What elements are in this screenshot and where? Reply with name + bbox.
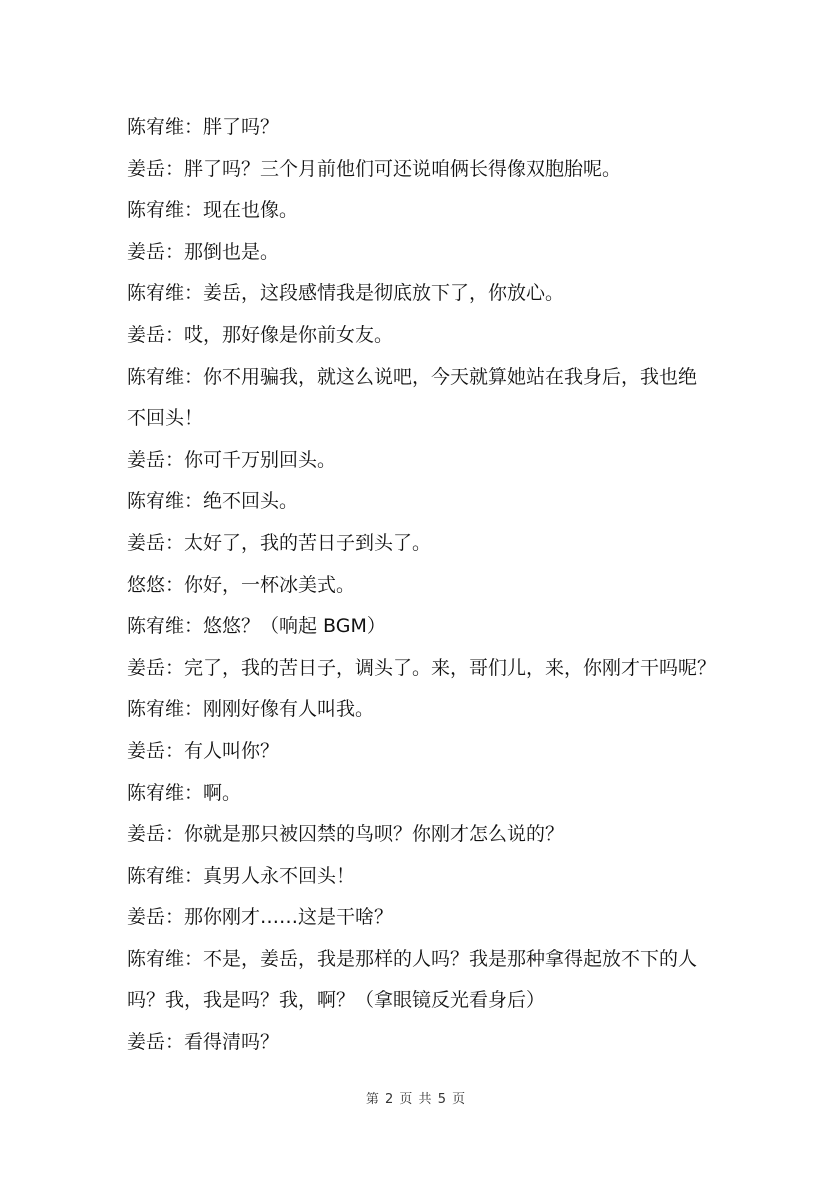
dialogue-line: 悠悠：你好，一杯冰美式。 xyxy=(127,573,356,596)
document-body xyxy=(127,107,719,1064)
dialogue-line: 陈宥维：现在也像。 xyxy=(127,199,299,222)
dialogue-line: 姜岳：太好了，我的苦日子到头了。 xyxy=(127,531,432,554)
dialogue-line: 姜岳：那你刚才……这是干啥？ xyxy=(127,906,394,929)
dialogue-line: 陈宥维：悠悠？（响起 BGM） xyxy=(127,615,386,638)
dialogue-line: 陈宥维：啊。 xyxy=(127,781,242,804)
dialogue-line: 姜岳：你可千万别回头。 xyxy=(127,448,337,471)
dialogue-line: 陈宥维：你不用骗我，就这么说吧，今天就算她站在我身后，我也绝 xyxy=(127,365,698,388)
dialogue-line: 姜岳：看得清吗？ xyxy=(127,1031,280,1054)
dialogue-line: 姜岳：完了，我的苦日子，调头了。来，哥们儿，来，你刚才干吗呢？ xyxy=(127,656,717,679)
dialogue-line: 不回头！ xyxy=(127,407,204,430)
dialogue-line: 陈宥维：真男人永不回头！ xyxy=(127,864,356,887)
dialogue-line: 陈宥维：不是，姜岳，我是那样的人吗？我是那种拿得起放不下的人 xyxy=(127,947,698,970)
dialogue-line: 姜岳：你就是那只被囚禁的鸟呗？你刚才怎么说的？ xyxy=(127,823,565,846)
dialogue-line: 陈宥维：绝不回头。 xyxy=(127,490,299,513)
dialogue-line: 陈宥维：胖了吗？ xyxy=(127,116,280,138)
dialogue-line: 姜岳：胖了吗？三个月前他们可还说咱俩长得像双胞胎呢。 xyxy=(127,157,622,180)
dialogue-line: 姜岳：哎，那好像是你前女友。 xyxy=(127,323,394,346)
page-number-footer: 第 2 页 共 5 页 xyxy=(365,1092,467,1107)
dialogue-line: 姜岳：有人叫你？ xyxy=(127,739,280,762)
dialogue-line: 姜岳：那倒也是。 xyxy=(127,240,280,263)
dialogue-line: 吗？我，我是吗？我，啊？（拿眼镜反光看身后） xyxy=(127,989,546,1012)
dialogue-line: 陈宥维：姜岳，这段感情我是彻底放下了，你放心。 xyxy=(127,282,565,305)
dialogue-line: 陈宥维：刚刚好像有人叫我。 xyxy=(127,698,375,721)
